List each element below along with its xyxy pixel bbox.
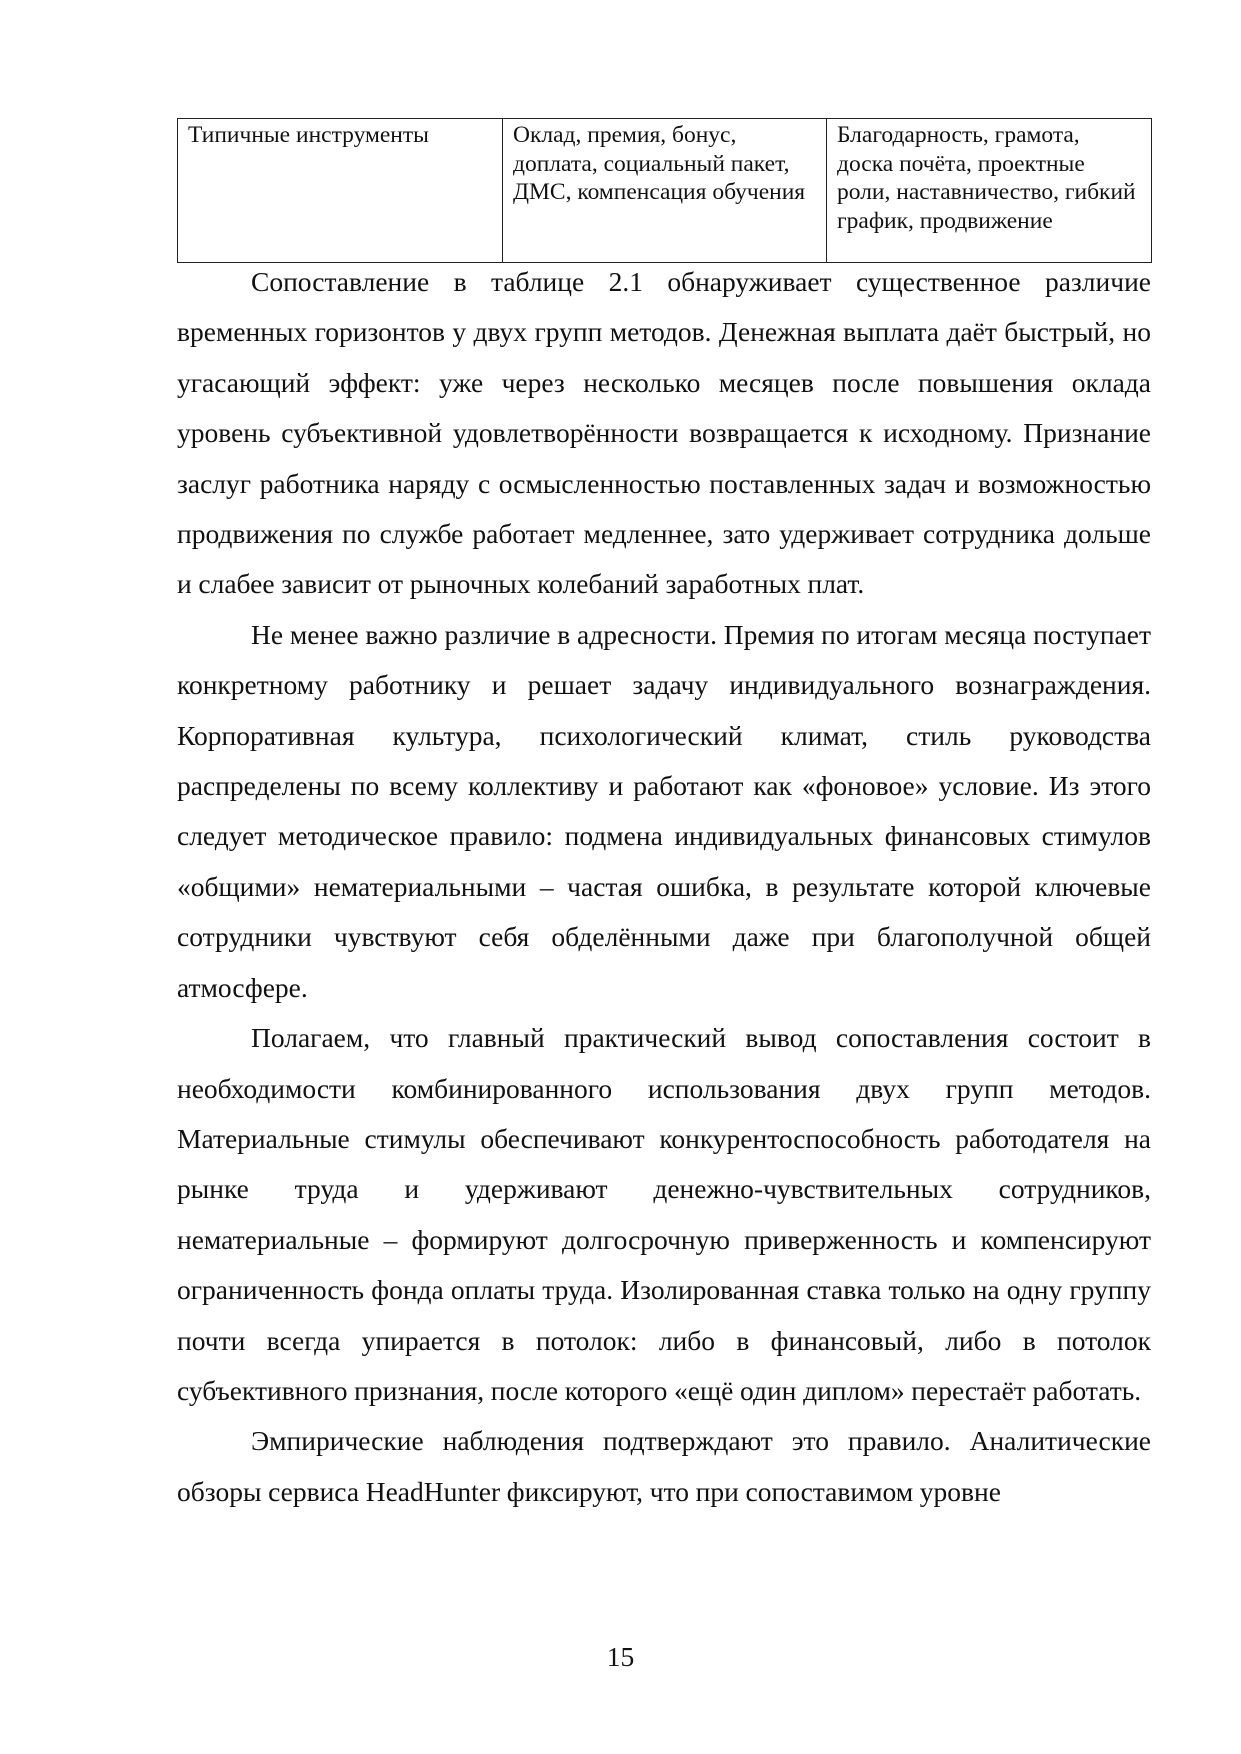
paragraph: Полагаем, что главный практический вывод сопоставления состоит в необходимости комбинированного использования двух групп методов. Материальные стимулы обеспечивают конкурентоспособность работодателя на рынке труда и удерживают денежно-чувствительных сотрудников, нематериальные – формируют долгосрочную приверженность и компенсируют ограниченность фонда оплаты труда. Изолированная ставка только на одну группу почти всегда упирается в потолок: либо в финансовый, либо в потолок субъективного признания, после которого «ещё один диплом» перестаёт работать.: [177, 1022, 1151, 1406]
table-row: [178, 119, 1152, 263]
table-cell-label: Типичные инструменты: [178, 119, 503, 263]
paragraph: Не менее важно различие в адресности. Премия по итогам месяца поступает конкретному работнику и решает задачу индивидуального вознаграждения. Корпоративная культура, психологический климат, стиль руководства распределены по всему коллективу и работают как «фоновое» условие. Из этого следует методическое правило: подмена индивидуальных финансовых стимулов «общими» нематериальными – частая ошибка, в результате которой ключевые сотрудники чувствуют себя обделёнными даже при благополучной общей атмосфере.: [177, 618, 1151, 1003]
paragraph: Эмпирические наблюдения подтверждают это правило. Аналитические обзоры сервиса HeadHunter фиксируют, что при сопоставимом уровне: [177, 1425, 1151, 1507]
table-cell-material: Оклад, премия, бонус, доплата, социальный пакет, ДМС, компенсация обучения: [503, 119, 827, 263]
table-cell-nonmaterial: Благодарность, грамота, доска почёта, проектные роли, наставничество, гибкий график, продвижение: [827, 119, 1152, 263]
page-number: 15: [606, 1641, 635, 1672]
comparison-table: [177, 118, 1152, 263]
paragraph: Сопоставление в таблице 2.1 обнаруживает существенное различие временных горизонтов у двух групп методов. Денежная выплата даёт быстрый, но угасающий эффект: уже через несколько месяцев после повышения оклада уровень субъективной удовлетворённости возвращается к исходному. Признание заслуг работника наряду с осмысленностью поставленных задач и возможностью продвижения по службе работает медленнее, зато удерживает сотрудника дольше и слабее зависит от рыночных колебаний заработных плат.: [177, 266, 1151, 600]
comparison-table-fragment: [177, 118, 1151, 263]
body-text: [177, 257, 1151, 1517]
